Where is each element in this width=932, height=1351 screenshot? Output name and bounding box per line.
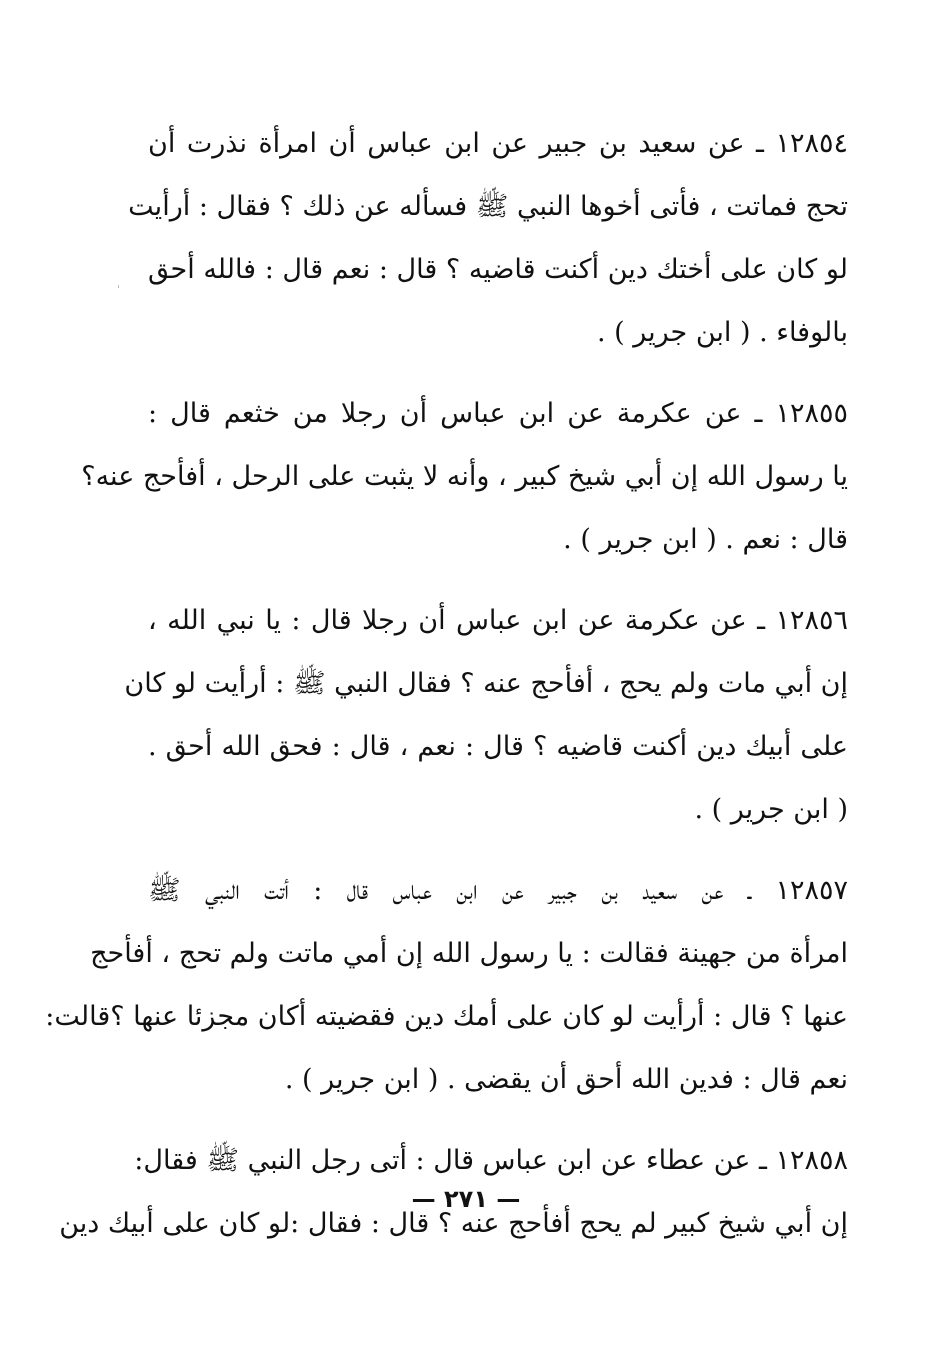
text-line: لو كان على أختك دين أكنت قاضيه ؟ قال : نعم قال : فالله أحق: [148, 254, 848, 285]
hadith-12857: [45, 859, 848, 1111]
text-line: تحج فماتت ، فأتى أخوها النبي ﷺ فسأله عن ذلك ؟ فقال : أرأيت: [128, 191, 848, 222]
text-line: نعم قال : فدين الله أحق أن يقضى . ( ابن جرير ) .: [284, 1064, 848, 1095]
text-line: عنها ؟ قال : أرأيت لو كان على أمك دين فقضيته أكان مجزئا عنها ؟قالت:: [45, 1001, 848, 1032]
text-line: ١٢٨٥٨ ـ عن عطاء عن ابن عباس قال : أتى رجل النبي ﷺ فقال:: [134, 1145, 848, 1176]
text-line: إن أبي شيخ كبير لم يحج أفأحج عنه ؟ قال : فقال :لو كان على أبيك دين: [59, 1208, 848, 1239]
hadith-12855: [81, 382, 848, 571]
text-line: ١٢٨٥٦ ـ عن عكرمة عن ابن عباس أن رجلا قال : يا نبي الله ،: [148, 605, 848, 636]
text-line: ١٢٨٥٥ ـ عن عكرمة عن ابن عباس أن رجلا من خثعم قال :: [148, 398, 848, 429]
page-number: — ٢٧١ —: [411, 1185, 521, 1213]
text-column: [45, 112, 848, 1273]
hadith-12854: [128, 112, 848, 364]
text-line: قال : نعم . ( ابن جرير ) .: [563, 524, 848, 555]
text-line: امرأة من جهينة فقالت : يا رسول الله إن أمي ماتت ولم تحج ، أفأحج: [90, 938, 848, 969]
text-line: ١٢٨٥٧ ـ عن سعيد بن جبير عن ابن عباس قال : أتت النبي ﷺ: [148, 875, 848, 906]
text-line: بالوفاء . ( ابن جرير ) .: [596, 317, 848, 348]
text-line: ( ابن جرير ) .: [694, 794, 848, 825]
scan-speck: [118, 285, 119, 288]
text-line: يا رسول الله إن أبي شيخ كبير ، وأنه لا يثبت على الرحل ، أفأحج عنه؟: [81, 461, 848, 492]
text-line: على أبيك دين أكنت قاضيه ؟ قال : نعم ، قال : فحق الله أحق .: [148, 731, 848, 762]
hadith-12856: [124, 589, 848, 841]
text-line: ١٢٨٥٤ ـ عن سعيد بن جبير عن ابن عباس أن امرأة نذرت أن: [148, 128, 848, 159]
text-line: إن أبي مات ولم يحج ، أفأحج عنه ؟ فقال النبي ﷺ : أرأيت لو كان: [124, 668, 848, 699]
